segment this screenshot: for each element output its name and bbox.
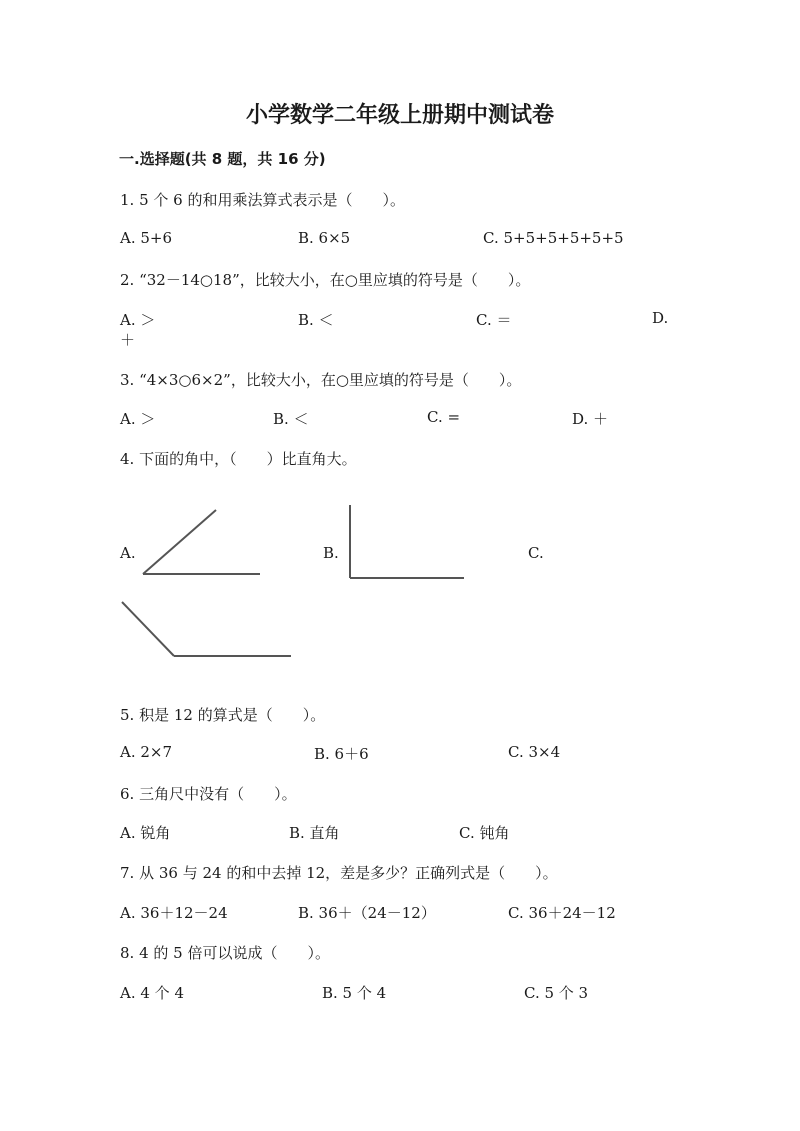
question-8-stem: 8. 4 的 5 倍可以说成（ ）。 bbox=[120, 944, 330, 962]
question-5-option-b[interactable]: B. 6＋6 bbox=[314, 745, 369, 763]
question-8-option-a[interactable]: A. 4 个 4 bbox=[120, 984, 184, 1002]
question-6-option-a[interactable]: A. 锐角 bbox=[120, 824, 171, 842]
question-7-stem: 7. 从 36 与 24 的和中去掉 12，差是多少？正确列式是（ ）。 bbox=[120, 864, 558, 882]
question-3-option-d[interactable]: D. ＋ bbox=[572, 410, 609, 428]
question-1-option-c[interactable]: C. 5+5+5+5+5+5 bbox=[483, 229, 624, 247]
question-1-option-a[interactable]: A. 5+6 bbox=[120, 229, 173, 247]
question-6-option-c[interactable]: C. 钝角 bbox=[459, 824, 510, 842]
question-8-option-c[interactable]: C. 5 个 3 bbox=[524, 984, 589, 1002]
question-6-option-b[interactable]: B. 直角 bbox=[289, 824, 340, 842]
question-5-option-a[interactable]: A. 2×7 bbox=[120, 743, 173, 761]
question-7-option-b[interactable]: B. 36＋（24－12） bbox=[298, 904, 436, 922]
question-3-option-a[interactable]: A. ＞ bbox=[120, 410, 156, 428]
question-3-option-b[interactable]: B. ＜ bbox=[273, 410, 309, 428]
question-2-option-b[interactable]: B. ＜ bbox=[298, 311, 334, 329]
question-7-option-c[interactable]: C. 36＋24－12 bbox=[508, 904, 616, 922]
page-title: 小学数学二年级上册期中测试卷 bbox=[245, 103, 554, 128]
question-3-stem: 3. “4×3○6×2”，比较大小，在○里应填的符号是（ ）。 bbox=[120, 371, 522, 389]
question-1-option-b[interactable]: B. 6×5 bbox=[298, 229, 351, 247]
question-4-stem: 4. 下面的角中，（ ）比直角大。 bbox=[120, 450, 357, 468]
question-8-option-b[interactable]: B. 5 个 4 bbox=[322, 984, 387, 1002]
question-6-stem: 6. 三角尺中没有（ ）。 bbox=[120, 785, 297, 803]
question-4-option-a[interactable]: A. bbox=[120, 544, 136, 562]
question-7-option-a[interactable]: A. 36＋12－24 bbox=[120, 904, 228, 922]
question-2-option-d[interactable]: D. bbox=[652, 309, 669, 327]
question-1-stem: 1. 5 个 6 的和用乘法算式表示是（ ）。 bbox=[120, 191, 405, 209]
question-2-option-a[interactable]: A. ＞ bbox=[120, 311, 156, 329]
section-heading: 一.选择题(共 8 题，共 16 分) bbox=[119, 150, 326, 168]
question-2-option-c[interactable]: C. ＝ bbox=[476, 311, 512, 329]
question-3-option-c[interactable]: C. = bbox=[427, 408, 461, 426]
question-5-option-c[interactable]: C. 3×4 bbox=[508, 743, 561, 761]
obtuse-angle-ray-1 bbox=[122, 602, 174, 656]
question-5-stem: 5. 积是 12 的算式是（ ）。 bbox=[120, 706, 326, 724]
question-4-option-c[interactable]: C. bbox=[528, 544, 544, 562]
question-2-option-d-symbol: ＋ bbox=[120, 331, 136, 349]
question-2-stem: 2. “32－14○18”，比较大小，在○里应填的符号是（ ）。 bbox=[120, 271, 531, 289]
question-4-option-b[interactable]: B. bbox=[323, 544, 339, 562]
